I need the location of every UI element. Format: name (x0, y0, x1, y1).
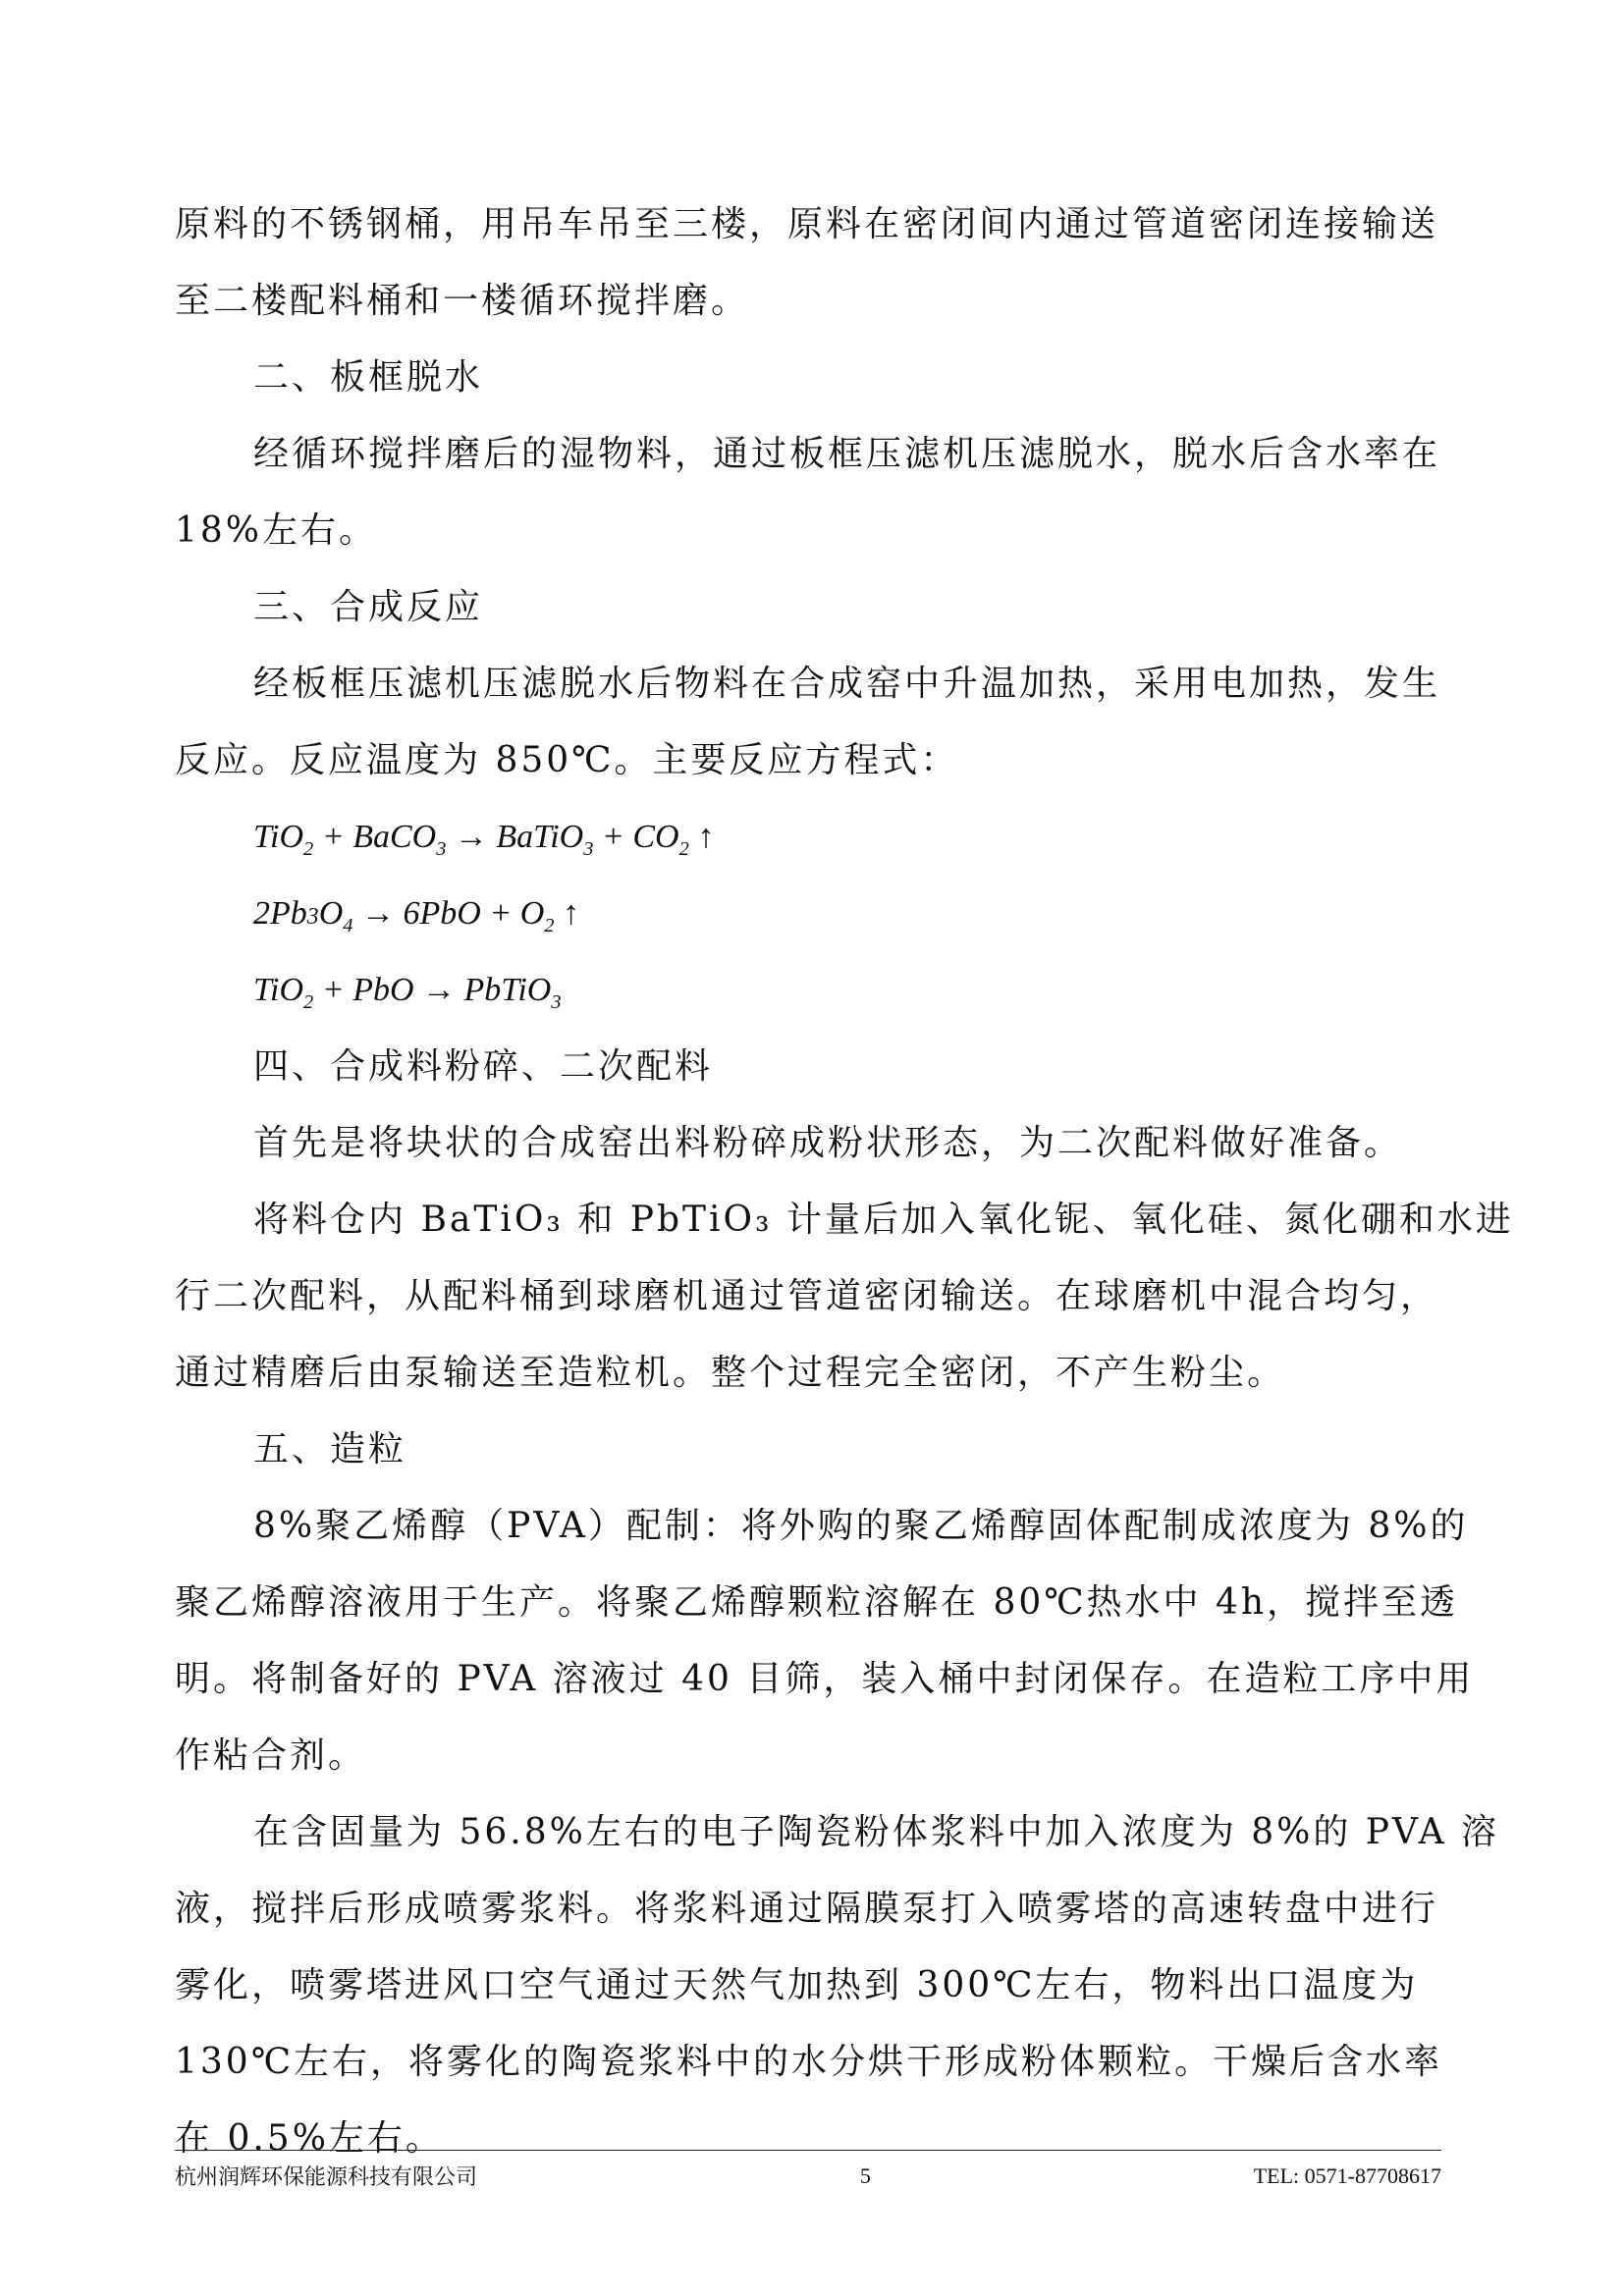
body-text (175, 187, 1514, 2177)
text-line: 雾化，喷雾塔进风口空气通过天然气加热到 300℃左右，物料出口温度为 (175, 1965, 1419, 2005)
text-line: 液，搅拌后形成喷雾浆料。将浆料通过隔膜泵打入喷雾塔的高速转盘中进行 (175, 1889, 1439, 1929)
text-line: 首先是将块状的合成窑出料粉碎成粉状形态，为二次配料做好准备。 (253, 1123, 1403, 1163)
text-line: 作粘合剂。 (175, 1735, 367, 1776)
text-line: 明。将制备好的 PVA 溶液过 40 目筛，装入桶中封闭保存。在造粒工序中用 (175, 1659, 1475, 1699)
text-line: 经板框压滤机压滤脱水后物料在合成窑中升温加热，采用电加热，发生 (253, 664, 1441, 704)
text-line: 五、造粒 (253, 1429, 407, 1469)
text-line: 聚乙烯醇溶液用于生产。将聚乙烯醇颗粒溶解在 80℃热水中 4h，搅拌至透 (175, 1582, 1459, 1623)
footer-tel: TEL: 0571-87708617 (1253, 2163, 1441, 2188)
equation-2: $2Pb3O_4 \to 6PbO + O_2$ ↑ (253, 895, 579, 936)
text-line: 原料的不锈钢桶，用吊车吊至三楼，原料在密闭间内通过管道密闭连接输送 (175, 204, 1439, 244)
gas-arrow-icon: ↑ (697, 819, 715, 855)
text-line: 至二楼配料桶和一楼循环搅拌磨。 (175, 281, 750, 321)
text-line: 三、合成反应 (253, 587, 484, 627)
text-line: 通过精磨后由泵输送至造粒机。整个过程完全密闭，不产生粉尘。 (175, 1353, 1286, 1393)
text-line: 将料仓内 BaTiO₃ 和 PbTiO₃ 计量后加入氧化铌、氧化硅、氮化硼和水进 (253, 1200, 1514, 1240)
text-line: 行二次配料，从配料桶到球磨机通过管道密闭输送。在球磨机中混合均匀， (175, 1276, 1439, 1316)
text-line: 在 0.5%左右。 (175, 2118, 444, 2159)
text-line: 130℃左右，将雾化的陶瓷浆料中的水分烘干形成粉体颗粒。干燥后含水率 (175, 2042, 1442, 2082)
paragraph-block-2 (175, 1029, 1514, 2177)
page-footer (175, 2150, 1441, 2191)
gas-arrow-icon: ↑ (562, 895, 579, 932)
text-line: 四、合成料粉碎、二次配料 (253, 1046, 714, 1087)
equation-3: TiO$_2$ + PbO → PbTiO$_3$ (253, 972, 562, 1013)
text-line: 反应。反应温度为 850℃。主要反应方程式： (175, 740, 959, 780)
text-line: 8%聚乙烯醇（PVA）配制：将外购的聚乙烯醇固体配制成浓度为 8%的 (253, 1506, 1469, 1546)
text-line: 经循环搅拌磨后的湿物料，通过板框压滤机压滤脱水，脱水后含水率在 (253, 434, 1441, 474)
page-number: 5 (859, 2163, 871, 2188)
paragraph-block-1 (175, 187, 1441, 799)
text-line: 18%左右。 (175, 510, 378, 551)
text-line: 在含固量为 56.8%左右的电子陶瓷粉体浆料中加入浓度为 8%的 PVA 溶 (253, 1812, 1500, 1852)
equation-1: TiO$_2$ + BaCO$_3$ → BaTiO$_3$ + $CO_2$ ↑ (253, 819, 715, 860)
text-line: 二、板框脱水 (253, 357, 484, 398)
footer-company: 杭州润辉环保能源科技有限公司 (175, 2165, 478, 2190)
